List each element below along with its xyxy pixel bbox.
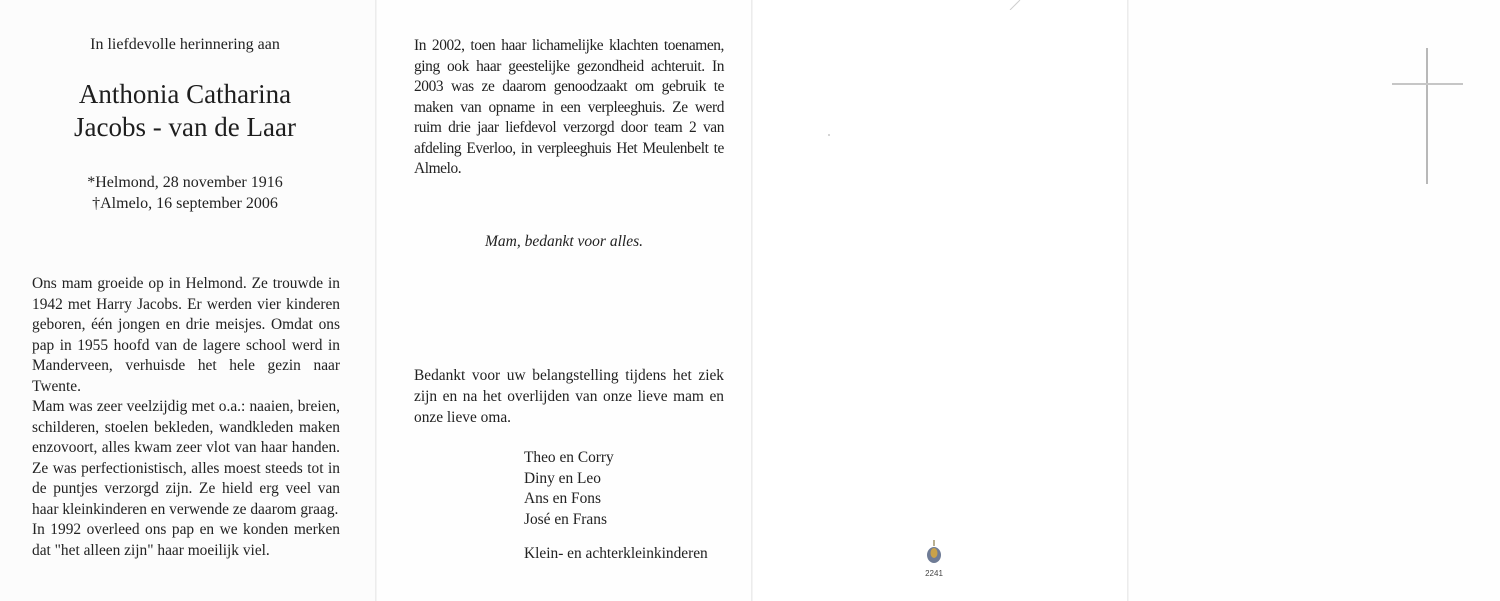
family-member: Theo en Corry [524,449,614,466]
cross-icon-bar [1392,83,1463,85]
name-line-2: Jacobs - van de Laar [74,112,296,142]
name-line-1: Anthonia Catharina [78,79,292,109]
thanks-mam-text: Mam, bedankt voor alles. [485,233,643,250]
deceased-name [0,78,370,144]
paper-tear-mark [1008,0,1022,10]
printer-number: 2241 [925,569,943,578]
family-member: José en Frans [524,510,607,528]
bio-paragraph: Ons mam groeide op in Helmond. Ze trouwde in 1942 met Harry Jacobs. Er werden vier kinderen geboren, één jongen en drie meisjes. Omdat ons pap in 1955 hoofd van de lagere school werd in Manderveen, verhuisde het hele gezin naar Twente. [32,275,340,395]
birth-date: *Helmond, 28 november 1916 [87,174,283,191]
printer-logo-icon [925,540,943,564]
fold-line [375,0,377,601]
intro-text: In liefdevolle herinnering aan [90,36,280,53]
life-dates [0,172,370,214]
family-signatures [524,448,708,565]
family-member: Diny en Leo [524,469,601,487]
front-panel [1128,0,1500,601]
grandchildren-line: Klein- en achterkleinkinderen [524,545,708,563]
fold-line [751,0,753,601]
spacer [524,530,708,544]
bio-paragraph: Mam was zeer veelzijdig met o.a.: naaien, breien, schilderen, stoelen bekleden, wandkleden maken enzovoort, alles kwam zeer vlot van haar handen. Ze was perfectionistisch, alles moest steeds tot in de puntjes verzorgd zijn. Ze hield erg veel van haar kleinkinderen en verwende ze daarom graag. [32,398,340,518]
paper-speck [828,134,830,136]
illness-text: In 2002, toen haar lichamelijke klachten toenamen, ging ook haar geestelijke gezondheid achteruit. In 2003 was ze daarom genoodzaakt om gebruik te maken van opname in een verpleeghuis. Ze werd ruim drie jaar liefdevol verzorgd door team 2 van afdeling Everloo, in verpleeghuis Het Meulenbelt te Almelo. [414,37,724,177]
bio-paragraph: In 1992 overleed ons pap en we konden merken dat "het alleen zijn" haar moeilijk viel. [32,521,340,559]
fold-line [1127,0,1129,601]
death-date: †Almelo, 16 september 2006 [92,195,278,212]
biography [32,274,340,561]
cross-icon [1426,48,1428,184]
family-member: Ans en Fons [524,490,601,508]
acknowledgement-text: Bedankt voor uw belangstelling tijdens het ziek zijn en na het overlijden van onze lieve mam en onze lieve oma. [414,367,724,426]
back-panel [752,0,1128,601]
